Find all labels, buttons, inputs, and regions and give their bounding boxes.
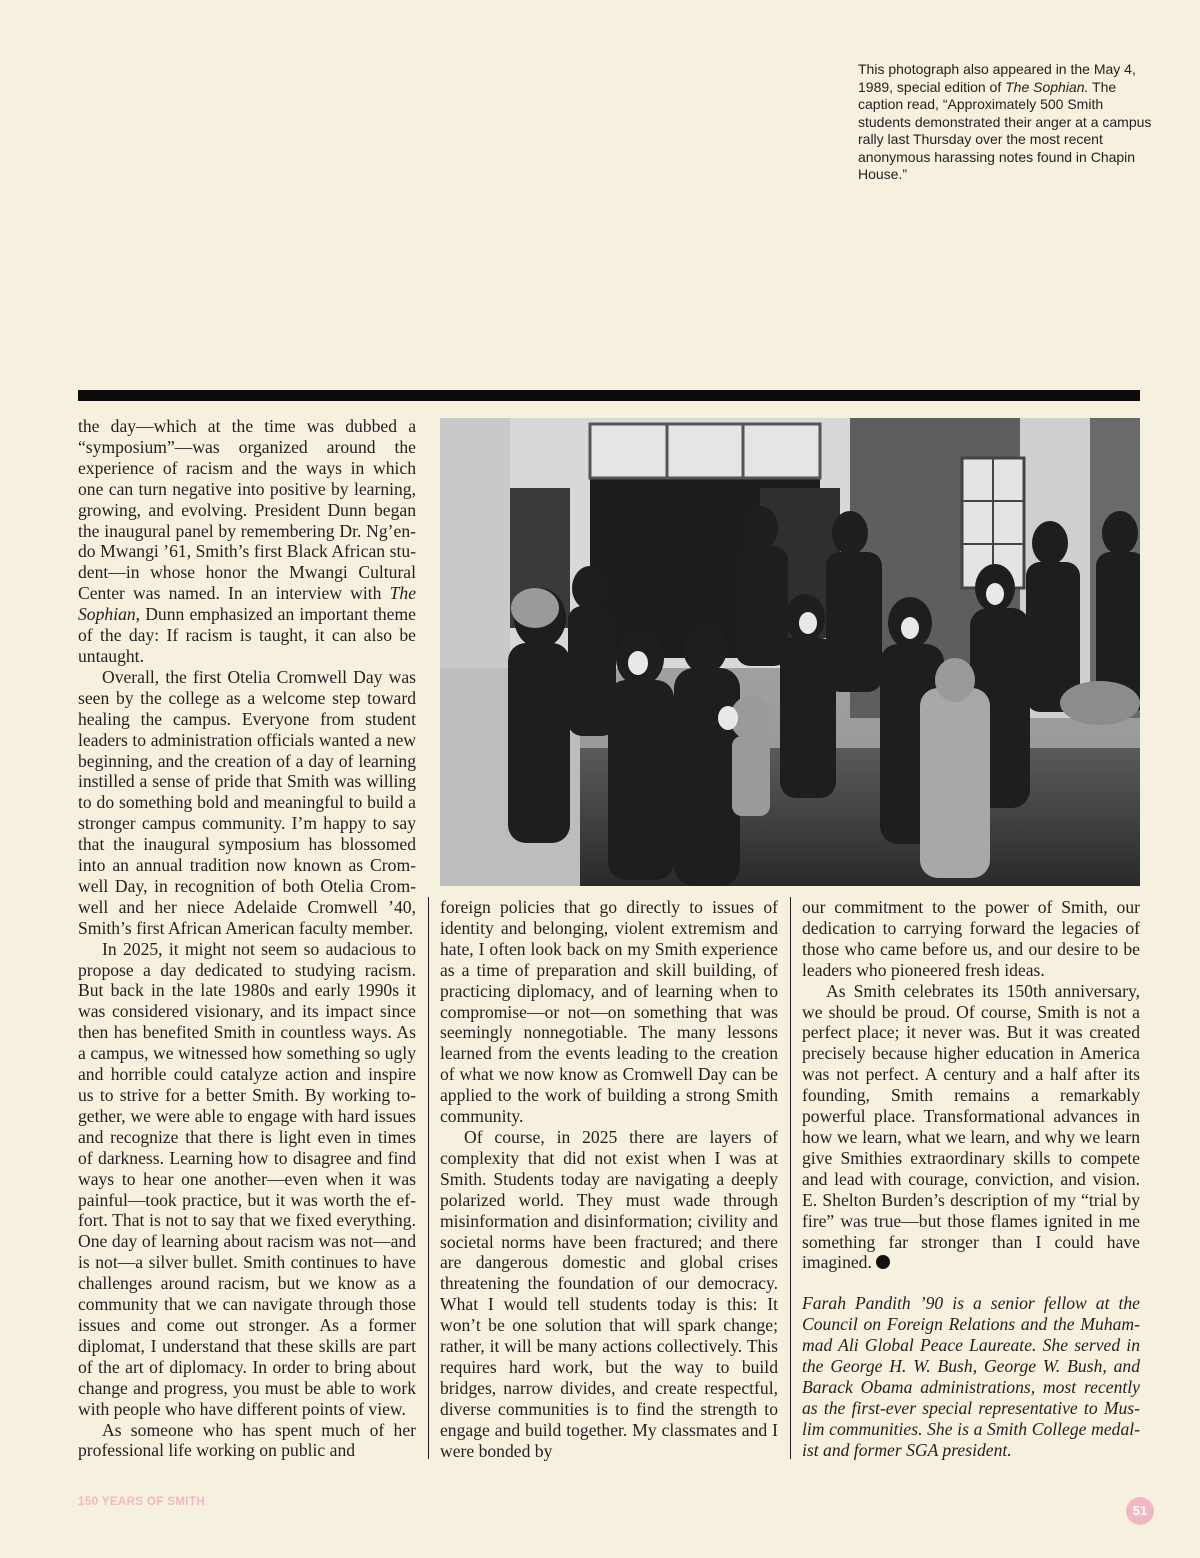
author-bio: Farah Pandith ’90 is a senior fellow at the Council on Foreign Relations and the Muhammad Ali Global Peace Laureate. She served in the George H. W. Bush, George W. Bush, and Barack Obama administrations, most recently as the first-ever special representative to Muslim communities. She is a Smith College medalist and former SGA president. — [802, 1293, 1140, 1460]
column-divider — [428, 897, 429, 1459]
end-mark-icon — [876, 1255, 890, 1269]
rally-photograph — [440, 418, 1140, 886]
section-rule — [78, 390, 1140, 401]
photo-caption — [858, 61, 1158, 184]
text-column-1 — [78, 416, 416, 1464]
paragraph-text: , Dunn emphasized an important theme of the day: If racism is taught, it can also be untaught. — [78, 604, 416, 666]
paragraph — [802, 981, 1140, 1274]
text-column-3 — [802, 897, 1140, 1461]
text-column-2 — [440, 897, 778, 1461]
caption-text-before: This photograph also appeared in the May 4, 1989, special edition of — [858, 61, 1136, 95]
paragraph: Overall, the first Otelia Cromwell Day was seen by the college as a welcome step toward healing the campus. Everyone from student leaders to administration officials wanted a new beginning, and the creation of a day of learning instilled a sense of pride that Smith was willing to do something bold and meaningful to build a stronger campus community. I’m happy to say that the inaugural symposium has blossomed into an annual tradition now known as Cromwell Day, in recognition of both Otelia Cromwell and her niece Adelaide Cromwell ’40, Smith’s first African American faculty member. — [78, 666, 416, 938]
rally-photograph-graphic — [440, 418, 1140, 886]
paragraph: As someone who has spent much of her professional life working on public and — [78, 1419, 416, 1461]
publication-name: The Sophian — [78, 583, 416, 625]
paragraph: our commitment to the power of Smith, our dedication to carrying forward the legacies of those who came before us, and our desire to be leaders who pioneered fresh ideas. — [802, 897, 1140, 980]
paragraph: Of course, in 2025 there are layers of complexity that did not exist when I was at Smith. Students today are navigating a deeply polarized world. They must wade through misinformation and disinformation; civility and societal norms have been fractured; and there are dangerous domestic and global crises threatening the foundation of our democracy. What I would tell students today is this: It won’t be one solution that will spark change; rather, it will be many actions collectively. This requires hard work, but the way to build bridges, narrow divides, and create respectful, diverse communities is to find the strength to engage and build together. My classmates and I were bonded by — [440, 1126, 778, 1461]
paragraph — [78, 416, 416, 667]
footer-section-title: 150 YEARS OF SMITH — [78, 1496, 206, 1508]
paragraph: In 2025, it might not seem so audacious to propose a day dedicated to studying racism. But back in the late 1980s and early 1990s it was considered visionary, and its impact since then has benefited Smith in countless ways. As a campus, we witnessed how something so ugly and horrible could catalyze action and inspire us to strive for a better Smith. By working together, we were able to engage with hard issues and recognize that there is light even in times of darkness. Learning how to disagree and find ways to hear one another—even when it was painful—took practice, but it was worth the effort. That is not to say that we fixed everything. One day of learning about racism was not—and is not—a silver bullet. Smith continues to have challenges around racism, but we know as a community that we can navigate through those issues and come out stronger. As a former diplomat, I understand that these skills are part of the art of diplomacy. In order to bring about change and progress, you must be able to work with people who have different points of view. — [78, 938, 416, 1419]
paragraph-text: As Smith celebrates its 150th anniversary, we should be proud. Of course, Smith is not a perfect place; it never was. But it was created precisely because higher education in America was not perfect. A century and a half after its founding, Smith remains a remarkably powerful place. Transformational advances in how we learn, what we learn, and why we learn give Smithies extraordinary skills to compete and lead with courage, conviction, and vision. E. Shelton Burden’s description of my “trial by fire” was true—but those flames ignited in me something far stronger than I could have imagined. — [802, 980, 1140, 1273]
paragraph: foreign policies that go directly to issues of identity and belonging, violent extremism and hate, I often look back on my Smith experience as a time of preparation and skill building, of practicing diplomacy, and of learning when to compromise—or not—on something that was seemingly nonnegotiable. The many lessons learned from the events leading to the creation of what we now know as Cromwell Day can be applied to the work of building a strong Smith community. — [440, 897, 778, 1127]
caption-text-after: The caption read, “Approximately 500 Smith students demonstrated their anger at a campus rally last Thursday over the most recent anonymous harassing notes found in Chapin House.” — [858, 78, 1152, 182]
paragraph-text: the day—which at the time was dubbed a “symposium”—was organized around the experience of racism and the ways in which one can turn negative into positive by learning, growing, and evolving. President Dunn began the inaugural panel by remembering Dr. Ng’endo Mwangi ’61, Smith’s first Black African student—in whose honor the Mwangi Cultural Center was named. In an interview with — [78, 416, 416, 604]
page-number: 51 — [1126, 1497, 1154, 1525]
caption-publication: The Sophian. — [1005, 78, 1089, 95]
column-divider — [790, 897, 791, 1459]
